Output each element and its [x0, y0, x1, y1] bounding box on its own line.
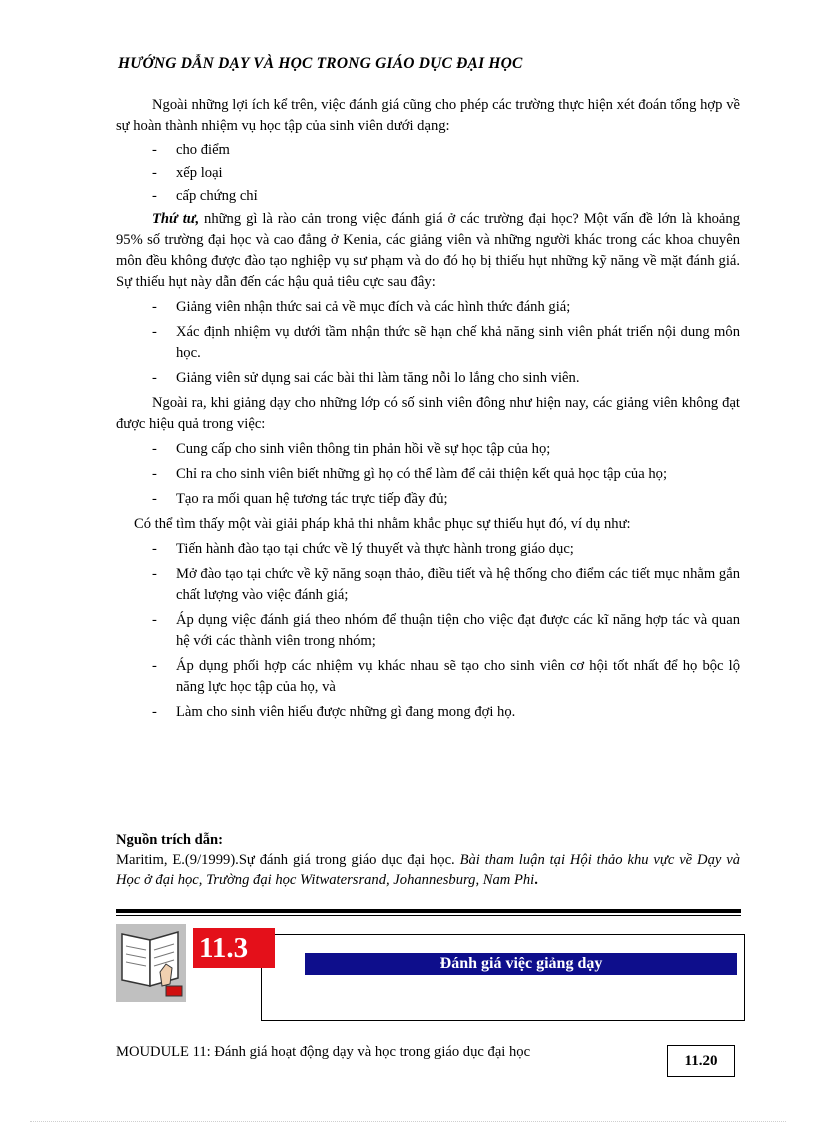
running-header: HƯỚNG DẪN DẠY VÀ HỌC TRONG GIÁO DỤC ĐẠI HỌC — [118, 55, 523, 72]
list-item: - Giảng viên nhận thức sai cả về mục đích và các hình thức đánh giá; — [152, 299, 571, 315]
barriers-paragraph: Thứ tư, những gì là rào cản trong việc đánh giá ở các trường đại học? Một vấn đề lớn là khoảng 95% số trường đại học và cao đẳng ở Kenia, các giảng viên và những người khác trong các khoa chuyên môn đều không được đào tạo nghiệp vụ sư phạm và do đó họ bị thiếu hụt những kỹ năng về mặt đánh giá. Sự thiếu hụt này dẫn đến các hậu quả tiêu cực sau đây: — [116, 211, 740, 290]
source-citation — [116, 830, 740, 890]
barriers-lead: Thứ tư, — [152, 211, 200, 227]
list-item: - Xác định nhiệm vụ dưới tầm nhận thức sẽ hạn chế khả năng sinh viên phát triển nội dung môn học. — [152, 324, 740, 361]
list-item: - Làm cho sinh viên hiểu được những gì đang mong đợi họ. — [152, 704, 516, 720]
list-item: - Chỉ ra cho sinh viên biết những gì họ có thể làm để cải thiện kết quả học tập của họ; — [152, 466, 667, 482]
open-book-icon — [116, 924, 186, 1002]
list-item: - xếp loại — [152, 165, 223, 181]
solutions-paragraph: Có thể tìm thấy một vài giải pháp khả thi nhằm khắc phục sự thiếu hụt đó, ví dụ như: — [134, 516, 631, 532]
section-frame — [261, 934, 745, 1021]
list-item: - cho điểm — [152, 142, 230, 158]
list-item: - Áp dụng việc đánh giá theo nhóm để thuận tiện cho việc đạt được các kĩ năng hợp tác và quan hệ với các thành viên trong nhóm; — [152, 612, 740, 649]
section-title: Đánh giá việc giảng dạy — [305, 953, 737, 975]
source-heading: Nguồn trích dẫn: — [116, 832, 224, 848]
section-number: 11.3 — [193, 928, 275, 968]
list-item: - Áp dụng phối hợp các nhiệm vụ khác nhau sẽ tạo cho sinh viên cơ hội tốt nhất để họ bộc lộ năng lực học tập của họ, và — [152, 658, 740, 695]
page-bottom-border — [30, 1121, 786, 1122]
list-item: - Mở đào tạo tại chức về kỹ năng soạn thảo, điều tiết và hệ thống cho điểm các tiết mục nhằm gắn chất lượng vào việc đánh giá; — [152, 566, 740, 603]
footer-module-text: MOUDULE 11: Đánh giá hoạt động dạy và học trong giáo dục đại học — [116, 1044, 531, 1060]
divider-thick — [116, 909, 741, 913]
source-reference: Maritim, E.(9/1999).Sự đánh giá trong giáo dục đại học. Bài tham luận tại Hội thảo khu vực về Dạy và Học ở đại học, Trường đại học Witwatersrand, Johannesburg, Nam Phi. — [116, 852, 741, 888]
section-frame-left-edge — [261, 968, 262, 1021]
list-item: - Tạo ra mối quan hệ tương tác trực tiếp đầy đủ; — [152, 491, 448, 507]
list-item: - Tiến hành đào tạo tại chức về lý thuyết và thực hành trong giáo dục; — [152, 541, 574, 557]
list-item: - cấp chứng chỉ — [152, 188, 258, 204]
list-item: - Cung cấp cho sinh viên thông tin phản hồi về sự học tập của họ; — [152, 441, 551, 457]
body-text — [116, 95, 740, 727]
divider-thin — [116, 915, 741, 916]
page-number: 11.20 — [667, 1045, 735, 1077]
list-item: - Giảng viên sử dụng sai các bài thi làm tăng nỗi lo lắng cho sinh viên. — [152, 370, 580, 386]
intro-paragraph: Ngoài những lợi ích kể trên, việc đánh giá cũng cho phép các trường thực hiện xét đoán tổng hợp về sự hoàn thành nhiệm vụ học tập của sinh viên dưới dạng: — [116, 97, 740, 134]
large-classes-paragraph: Ngoài ra, khi giảng dạy cho những lớp có số sinh viên đông như hiện nay, các giảng viên không đạt được hiệu quả trong việc: — [116, 395, 740, 432]
